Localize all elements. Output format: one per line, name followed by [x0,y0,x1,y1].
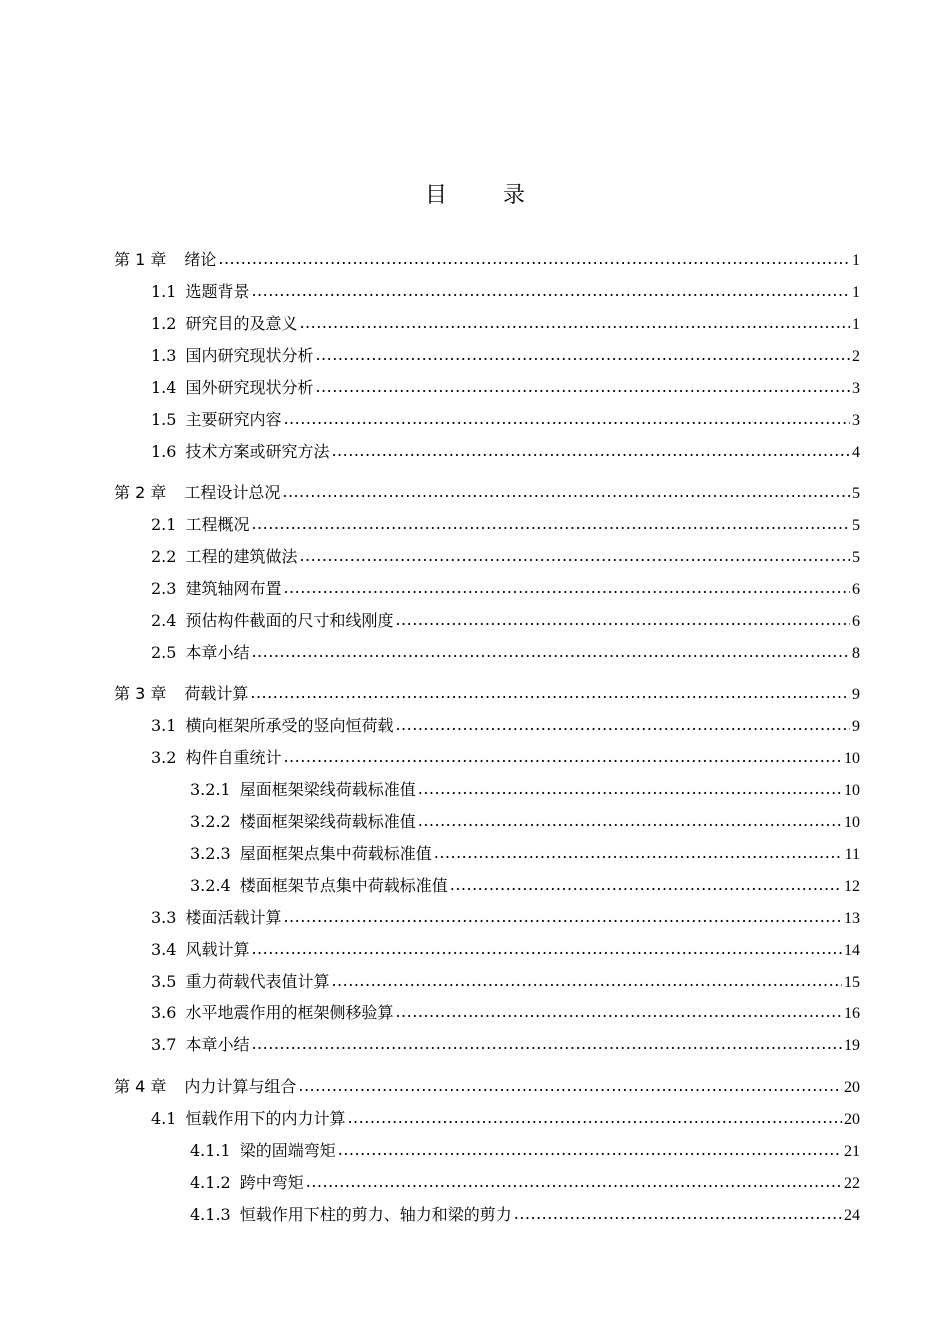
toc-page: 5 [852,485,860,502]
toc-title: 工程概况 [185,515,250,534]
toc-leader [315,339,850,371]
toc-number: 4.1.2 [190,1173,231,1192]
toc-page: 1 [852,316,860,333]
toc-leader [395,996,842,1028]
toc-leader [250,677,850,709]
toc-subsection[interactable] [190,1199,860,1231]
toc-page: 10 [844,782,860,799]
toc-title: 风载计算 [185,940,250,959]
toc-title: 荷载计算 [184,684,249,703]
toc-page: 10 [844,750,860,767]
toc-number: 第 2 章 [114,483,167,502]
toc-page: 20 [844,1111,860,1128]
toc-page: 21 [844,1143,860,1160]
toc-title: 屋面框架梁线荷载标准值 [239,780,416,799]
toc-number: 3.2.2 [190,812,231,831]
title-char-2: 录 [503,183,526,208]
toc-page: 13 [844,910,860,927]
toc-title: 选题背景 [185,282,250,301]
toc-leader [418,805,842,837]
toc-page: 12 [844,878,860,895]
toc-leader [251,508,850,540]
toc-page: 11 [844,846,860,863]
toc-leader [298,1070,842,1102]
toc-number: 3.1 [151,716,177,735]
toc-number: 1.5 [151,410,177,429]
toc-page: 3 [852,412,860,429]
toc-number: 第 4 章 [114,1077,167,1096]
toc-page: 5 [852,517,860,534]
toc-page: 9 [852,686,860,703]
toc-title: 楼面活载计算 [185,908,282,927]
toc-leader [251,636,850,668]
toc-leader [338,1134,842,1166]
toc-section[interactable] [151,340,860,372]
toc-title: 水平地震作用的框架侧移验算 [185,1003,394,1022]
toc-number: 3.7 [151,1035,177,1054]
toc-page: 2 [852,348,860,365]
toc-page: 10 [844,814,860,831]
toc-title: 恒载作用下的内力计算 [185,1109,346,1128]
toc-title: 楼面框架梁线荷载标准值 [239,812,416,831]
toc-title: 绪论 [184,250,217,269]
toc-leader [283,901,842,933]
toc-page: 19 [844,1037,860,1054]
toc-section[interactable] [151,605,860,637]
toc-leader [251,275,850,307]
toc-number: 4.1.1 [190,1141,231,1160]
toc-leader [299,307,850,339]
toc-chapter[interactable] [114,477,860,509]
toc-leader [395,604,850,636]
toc-number: 3.4 [151,940,177,959]
toc-leader [306,1166,842,1198]
toc-title: 主要研究内容 [185,410,282,429]
toc-title: 工程设计总况 [184,483,281,502]
toc-leader [282,476,850,508]
toc-leader [315,371,850,403]
toc-title: 预估构件截面的尺寸和线刚度 [185,611,394,630]
toc-section[interactable] [151,276,860,308]
toc-chapter[interactable] [114,678,860,710]
toc-title: 横向框架所承受的竖向恒荷载 [185,716,394,735]
toc-page: 1 [852,284,860,301]
toc-number: 1.1 [151,282,177,301]
toc-page: 1 [852,252,860,269]
toc-section[interactable] [151,1029,860,1061]
toc-number: 第 3 章 [114,684,167,703]
toc-leader [283,572,850,604]
page-title [0,178,950,209]
toc-title: 工程的建筑做法 [185,547,298,566]
toc-page: 20 [844,1079,860,1096]
toc-page: 16 [844,1005,860,1022]
toc-number: 2.3 [151,579,177,598]
toc-section[interactable] [151,573,860,605]
toc-title: 研究目的及意义 [185,314,298,333]
toc-subsection[interactable] [190,806,860,838]
toc-number: 2.5 [151,643,177,662]
toc-section[interactable] [151,742,860,774]
toc-page: 24 [844,1207,860,1224]
toc-title: 国外研究现状分析 [185,378,314,397]
toc-leader [434,837,843,869]
toc-section[interactable] [151,637,860,669]
title-char-1: 目 [424,183,447,208]
toc-page: 9 [852,718,860,735]
toc-section[interactable] [151,541,860,573]
toc-number: 3.6 [151,1003,177,1022]
toc-title: 本章小结 [185,643,250,662]
toc-subsection[interactable] [190,838,860,870]
toc-number: 3.2.3 [190,844,231,863]
toc-subsection[interactable] [190,870,860,902]
toc-page: 3 [852,380,860,397]
toc-section[interactable] [151,404,860,436]
toc-title: 国内研究现状分析 [185,346,314,365]
toc-leader [450,869,842,901]
toc-leader [283,741,842,773]
toc-number: 3.2 [151,748,177,767]
toc-leader [331,965,842,997]
toc-title: 恒载作用下柱的剪力、轴力和梁的剪力 [239,1205,512,1224]
toc-number: 1.2 [151,314,177,333]
toc-number: 1.3 [151,346,177,365]
toc-title: 梁的固端弯矩 [239,1141,336,1160]
toc-number: 2.2 [151,547,177,566]
toc-chapter[interactable] [114,1071,860,1103]
toc-section[interactable] [151,308,860,340]
toc-leader [251,933,842,965]
toc-leader [283,403,850,435]
toc-title: 楼面框架节点集中荷载标准值 [239,876,448,895]
toc-page: 5 [852,549,860,566]
toc-leader [331,435,850,467]
toc-title: 内力计算与组合 [184,1077,297,1096]
toc-section[interactable] [151,934,860,966]
toc-section[interactable] [151,966,860,998]
toc-title: 重力荷载代表值计算 [185,972,330,991]
toc-title: 建筑轴网布置 [185,579,282,598]
toc-subsection[interactable] [190,1135,860,1167]
toc-section[interactable] [151,710,860,742]
toc-title: 技术方案或研究方法 [185,442,330,461]
toc-page: 6 [852,613,860,630]
toc-leader [251,1028,842,1060]
toc-leader [299,540,850,572]
toc-number: 2.1 [151,515,177,534]
toc-number: 1.6 [151,442,177,461]
toc-section[interactable] [151,997,860,1029]
toc-leader [347,1102,842,1134]
toc-leader [514,1198,842,1230]
toc-leader [395,709,850,741]
toc-subsection[interactable] [190,1167,860,1199]
toc-section[interactable] [151,436,860,468]
toc-number: 4.1.3 [190,1205,231,1224]
toc-page: 4 [852,444,860,461]
toc-title: 屋面框架点集中荷载标准值 [239,844,432,863]
toc-page: 8 [852,645,860,662]
toc-title: 构件自重统计 [185,748,282,767]
toc-title: 跨中弯矩 [239,1173,304,1192]
toc-page: 6 [852,581,860,598]
toc-page: 22 [844,1175,860,1192]
toc-number: 第 1 章 [114,250,167,269]
toc-number: 3.5 [151,972,177,991]
toc-number: 3.2.4 [190,876,231,895]
toc-title: 本章小结 [185,1035,250,1054]
toc-subsection[interactable] [190,774,860,806]
toc-number: 2.4 [151,611,177,630]
toc-number: 3.2.1 [190,780,231,799]
toc-leader [218,243,850,275]
toc-leader [418,773,842,805]
toc-number: 3.3 [151,908,177,927]
toc-chapter[interactable] [114,244,860,276]
toc-page: 15 [844,974,860,991]
toc-section[interactable] [151,509,860,541]
toc-section[interactable] [151,902,860,934]
toc-number: 1.4 [151,378,177,397]
toc-section[interactable] [151,372,860,404]
toc-page: 14 [844,942,860,959]
toc-number: 4.1 [151,1109,177,1128]
toc-section[interactable] [151,1103,860,1135]
